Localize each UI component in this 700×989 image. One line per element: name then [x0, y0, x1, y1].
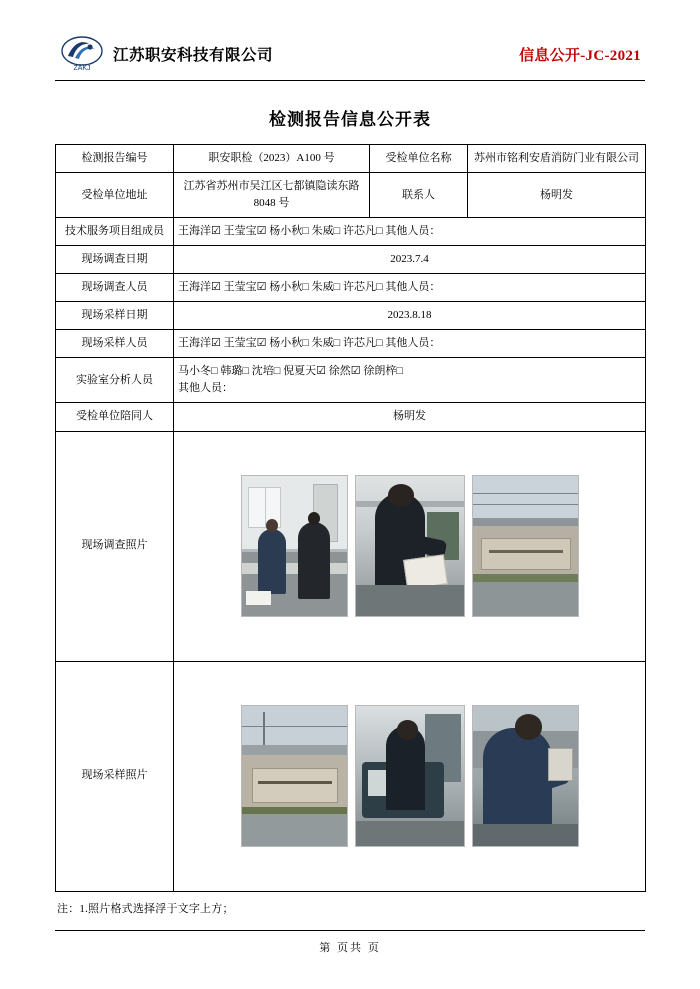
- sample-staff-value: 王海洋☑ 王莹宝☑ 杨小秋□ 朱威□ 许芯凡□ 其他人员：: [174, 330, 646, 358]
- tech-team-label: 技术服务项目组成员: [56, 218, 174, 246]
- survey-staff-value: 王海洋☑ 王莹宝☑ 杨小秋□ 朱威□ 许芯凡□ 其他人员：: [174, 274, 646, 302]
- header-divider: [55, 80, 645, 81]
- contact-label: 联系人: [370, 173, 468, 218]
- lab-staff-value: [174, 358, 646, 403]
- sample-photos-label: 现场采样照片: [56, 661, 174, 891]
- company-name: 江苏职安科技有限公司: [113, 47, 274, 64]
- worker-at-machine-photo: [355, 705, 465, 847]
- svg-text:ZAKJ: ZAKJ: [73, 65, 91, 72]
- lab-staff-line-2: 其他人员：: [178, 382, 233, 395]
- table-row: [56, 431, 646, 661]
- table-row: [56, 358, 646, 403]
- page-header: [55, 28, 645, 80]
- page-footer: [55, 922, 645, 955]
- contact-value: 杨明发: [468, 173, 646, 218]
- sample-staff-label: 现场采样人员: [56, 330, 174, 358]
- report-no-label: 检测报告编号: [56, 145, 174, 173]
- sample-date-label: 现场采样日期: [56, 302, 174, 330]
- client-addr-value: 江苏省苏州市吴江区七都镇隐读东路 8048 号: [174, 173, 370, 218]
- survey-date-value: 2023.7.4: [174, 246, 646, 274]
- table-row: [56, 246, 646, 274]
- page-title: 检测报告信息公开表: [269, 110, 431, 129]
- tech-team-value: 王海洋☑ 王莹宝☑ 杨小秋□ 朱威□ 许芯凡□ 其他人员：: [174, 218, 646, 246]
- escort-value: 杨明发: [174, 403, 646, 431]
- table-row: [56, 218, 646, 246]
- table-row: [56, 145, 646, 173]
- factory-gate-sign-photo: [472, 475, 579, 617]
- table-row: [56, 173, 646, 218]
- page-number: 第 页共 页: [319, 942, 381, 954]
- report-info-table: [55, 144, 646, 892]
- company-logo-icon: [59, 34, 105, 74]
- table-row: [56, 403, 646, 431]
- table-row: [56, 302, 646, 330]
- survey-date-label: 现场调查日期: [56, 246, 174, 274]
- report-no-value: 职安职检（2023）A100 号: [174, 145, 370, 173]
- factory-gate-sign-photo: [241, 705, 348, 847]
- worker-with-instrument-photo: [472, 705, 579, 847]
- table-row: [56, 330, 646, 358]
- survey-staff-label: 现场调查人员: [56, 274, 174, 302]
- survey-photos-cell: [174, 431, 646, 661]
- table-row: [56, 661, 646, 891]
- office-interview-photo: [241, 475, 348, 617]
- survey-photos-label: 现场调查照片: [56, 431, 174, 661]
- sample-photo-strip: [178, 705, 641, 847]
- client-addr-label: 受检单位地址: [56, 173, 174, 218]
- sample-date-value: 2023.8.18: [174, 302, 646, 330]
- table-row: [56, 274, 646, 302]
- escort-label: 受检单位陪同人: [56, 403, 174, 431]
- footer-divider: [55, 930, 645, 931]
- document-code: 信息公开-JC-2021: [519, 47, 641, 64]
- lab-staff-label: 实验室分析人员: [56, 358, 174, 403]
- client-name-label: 受检单位名称: [370, 145, 468, 173]
- table-note: 注：1.照片格式选择浮于文字上方；: [57, 902, 234, 915]
- client-name-value: 苏州市铭利安盾消防门业有限公司: [468, 145, 646, 173]
- clipboard-recording-photo: [355, 475, 465, 617]
- survey-photo-strip: [178, 475, 641, 617]
- company-brand: [59, 34, 273, 74]
- sample-photos-cell: [174, 661, 646, 891]
- lab-staff-line-1: 马小冬□ 韩璐□ 沈培□ 倪夏天☑ 徐然☑ 徐朗梓□: [178, 365, 404, 378]
